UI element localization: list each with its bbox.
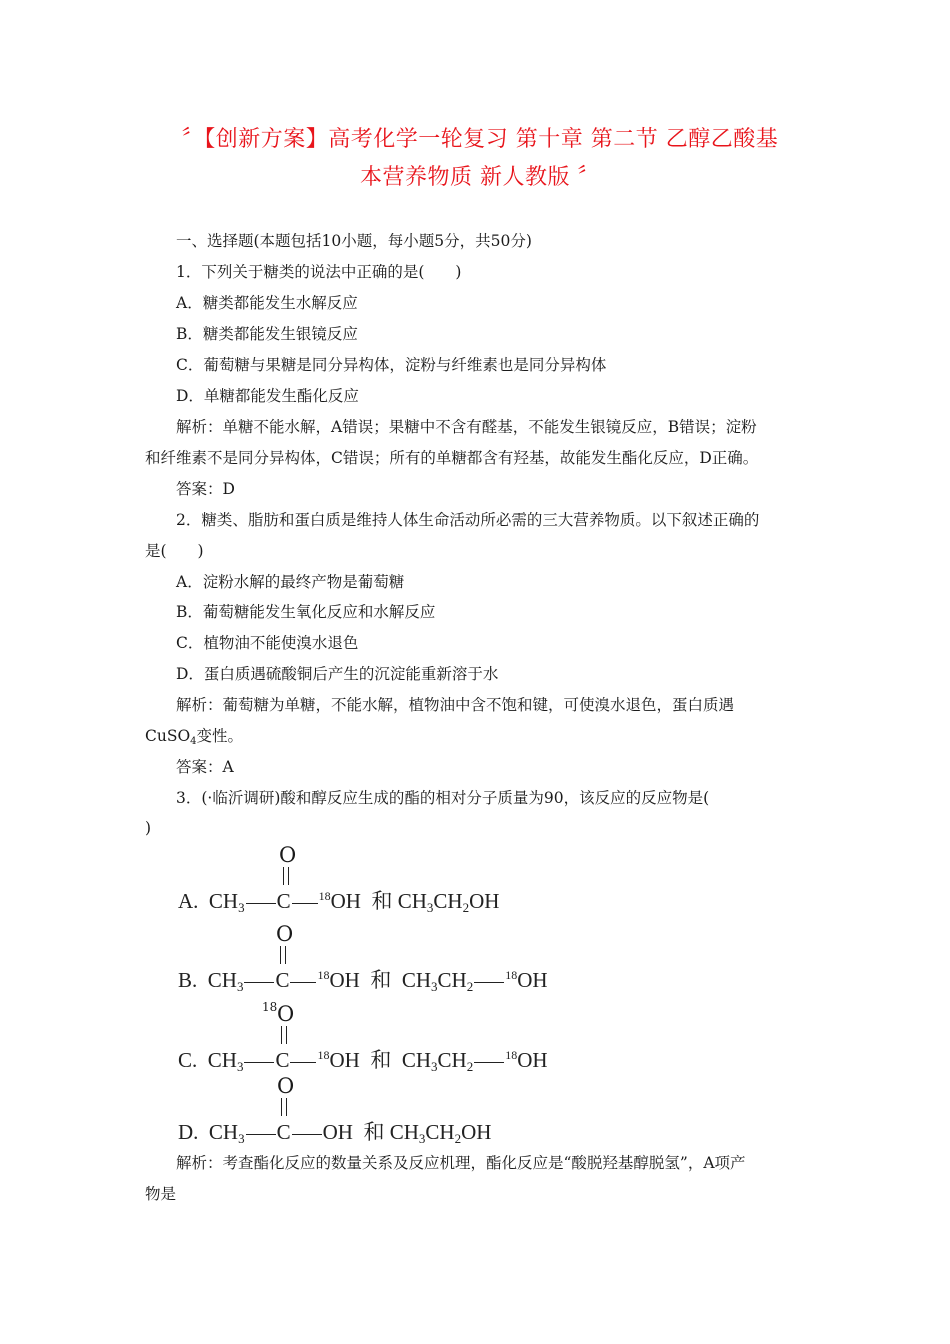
q2-stem-line-2: 是( )	[145, 542, 204, 560]
q2-stem-line-1: 2．糖类、脂肪和蛋白质是维持人体生命活动所必需的三大营养物质。以下叙述正确的	[176, 511, 760, 529]
q3-stem-line-2: )	[145, 819, 152, 837]
q1-option-c: C．葡萄糖与果糖是同分异构体，淀粉与纤维素也是同分异构体	[176, 356, 607, 374]
q1-analysis-line-1: 解析：单糖不能水解，A错误；果糖中不含有醛基，不能发生银镜反应，B错误；淀粉	[176, 418, 757, 436]
q1-option-a: A．糖类都能发生水解反应	[176, 294, 358, 312]
q3-analysis-line-2: 物是	[145, 1185, 177, 1203]
q2-option-c: C．植物油不能使溴水退色	[176, 634, 359, 652]
q3-stem-line-1: 3．(·临沂调研)酸和醇反应生成的酯的相对分子质量为90，该反应的反应物是(	[176, 789, 710, 807]
q2-option-d: D．蛋白质遇硫酸铜后产生的沉淀能重新溶于水	[176, 665, 499, 683]
q1-stem: 1．下列关于糖类的说法中正确的是( )	[176, 263, 462, 281]
q2-option-a: A．淀粉水解的最终产物是葡萄糖	[176, 573, 405, 591]
section-heading: 一、选择题(本题包括10小题，每小题5分，共50分)	[176, 232, 532, 250]
q2-analysis-line-1: 解析：葡萄糖为单糖，不能水解，植物油中含不饱和键，可使溴水退色，蛋白质遇	[176, 696, 735, 714]
q2-analysis-line-2: CuSO$_4$变性。	[145, 727, 244, 747]
q1-option-d: D．单糖都能发生酯化反应	[176, 387, 359, 405]
q2-option-b: B．葡萄糖能发生氧化反应和水解反应	[176, 603, 436, 621]
q1-answer: 答案：D	[176, 480, 235, 498]
q2-answer: 答案：A	[176, 758, 234, 776]
q1-analysis-line-2: 和纤维素不是同分异构体，C错误；所有的单糖都含有羟基，故能发生酯化反应，D正确。	[145, 449, 759, 467]
document-title-line-2: 本营养物质 新人教版 〞	[360, 165, 600, 190]
document-title-line-1: 〞【创新方案】高考化学一轮复习 第十章 第二节 乙醇乙酸基	[181, 127, 779, 152]
q1-option-b: B．糖类都能发生银镜反应	[176, 325, 358, 343]
q3-analysis-line-1: 解析：考查酯化反应的数量关系及反应机理，酯化反应是“酸脱羟基醇脱氢”，A项产	[176, 1154, 746, 1172]
